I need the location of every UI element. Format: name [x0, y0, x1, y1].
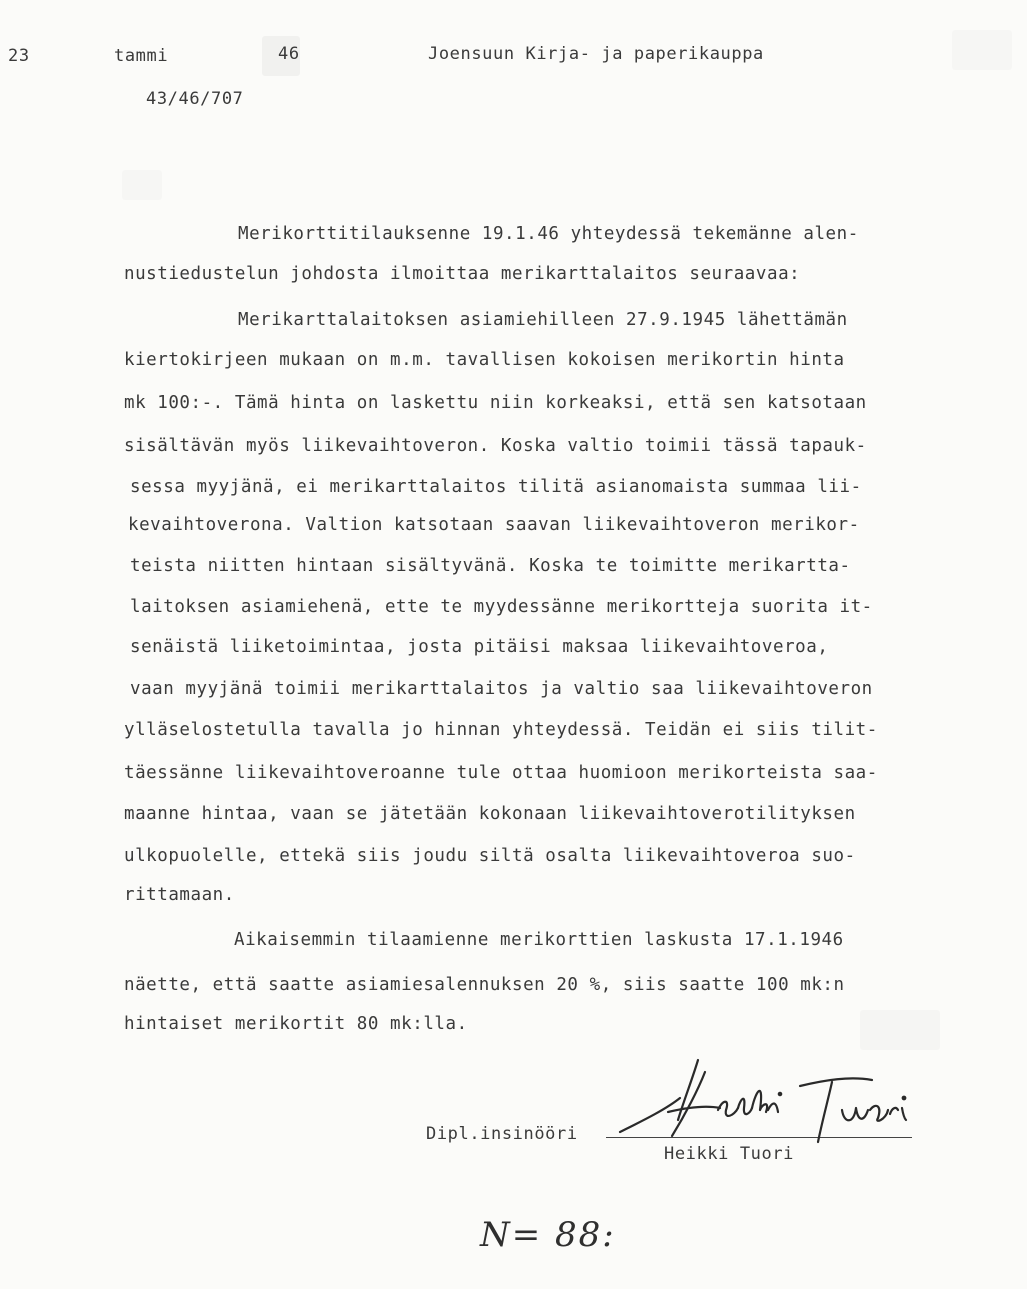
body-line: sessa myyjänä, ei merikarttalaitos tilitä asianomaista summaa lii-	[130, 477, 862, 497]
body-line: laitoksen asiamiehenä, ette te myydessänne merikortteja suorita it-	[130, 597, 873, 617]
handwritten-signature	[610, 1050, 930, 1150]
date-day: 23	[8, 46, 30, 66]
body-line: kiertokirjeen mukaan on m.m. tavallisen kokoisen merikortin hinta	[124, 350, 845, 370]
body-line: ulkopuolelle, ettekä siis joudu siltä osalta liikevaihtoveroa suo-	[124, 846, 856, 866]
body-line: teista niitten hintaan sisältyvänä. Koska te toimitte merikartta-	[130, 556, 851, 576]
recipient-name: Joensuun Kirja- ja paperikauppa	[428, 44, 764, 64]
scan-smudge	[860, 1010, 940, 1050]
body-line: maanne hintaa, vaan se jätetään kokonaan liikevaihtoverotilityksen	[124, 804, 856, 824]
body-line: Aikaisemmin tilaamienne merikorttien laskusta 17.1.1946	[234, 930, 844, 950]
body-line: senäistä liiketoimintaa, josta pitäisi maksaa liikevaihtoveroa,	[130, 637, 829, 657]
body-line: mk 100:-. Tämä hinta on laskettu niin korkeaksi, että sen katsotaan	[124, 393, 867, 413]
body-line: nustiedustelun johdosta ilmoittaa merikarttalaitos seuraavaa:	[124, 264, 801, 284]
body-line: hintaiset merikortit 80 mk:lla.	[124, 1014, 468, 1034]
body-line: täessänne liikevaihtoveroanne tule ottaa huomioon merikorteista saa-	[124, 763, 878, 783]
signer-name: Heikki Tuori	[664, 1144, 795, 1164]
date-month: tammi	[114, 46, 169, 66]
body-line: Merikorttitilauksenne 19.1.46 yhteydessä tekemänne alen-	[238, 224, 859, 244]
scan-smudge	[952, 30, 1012, 70]
date-year: 46	[278, 44, 300, 64]
scan-smudge	[122, 170, 162, 200]
document-number-annotation: N= 88:	[480, 1215, 616, 1255]
body-line: vaan myyjänä toimii merikarttalaitos ja valtio saa liikevaihtoveron	[130, 679, 873, 699]
body-line: sisältävän myös liikevaihtoveron. Koska valtio toimii tässä tapauk-	[124, 436, 867, 456]
body-line: ylläselostetulla tavalla jo hinnan yhteydessä. Teidän ei siis tilit-	[124, 720, 878, 740]
body-line: näette, että saatte asiamiesalennuksen 20 %, siis saatte 100 mk:n	[124, 975, 845, 995]
reference-number: 43/46/707	[146, 89, 244, 109]
body-line: rittamaan.	[124, 885, 235, 905]
body-line: Merikarttalaitoksen asiamiehilleen 27.9.1945 lähettämän	[238, 310, 848, 330]
signer-title: Dipl.insinööri	[426, 1124, 578, 1144]
body-line: kevaihtoverona. Valtion katsotaan saavan liikevaihtoveron merikor-	[128, 515, 860, 535]
